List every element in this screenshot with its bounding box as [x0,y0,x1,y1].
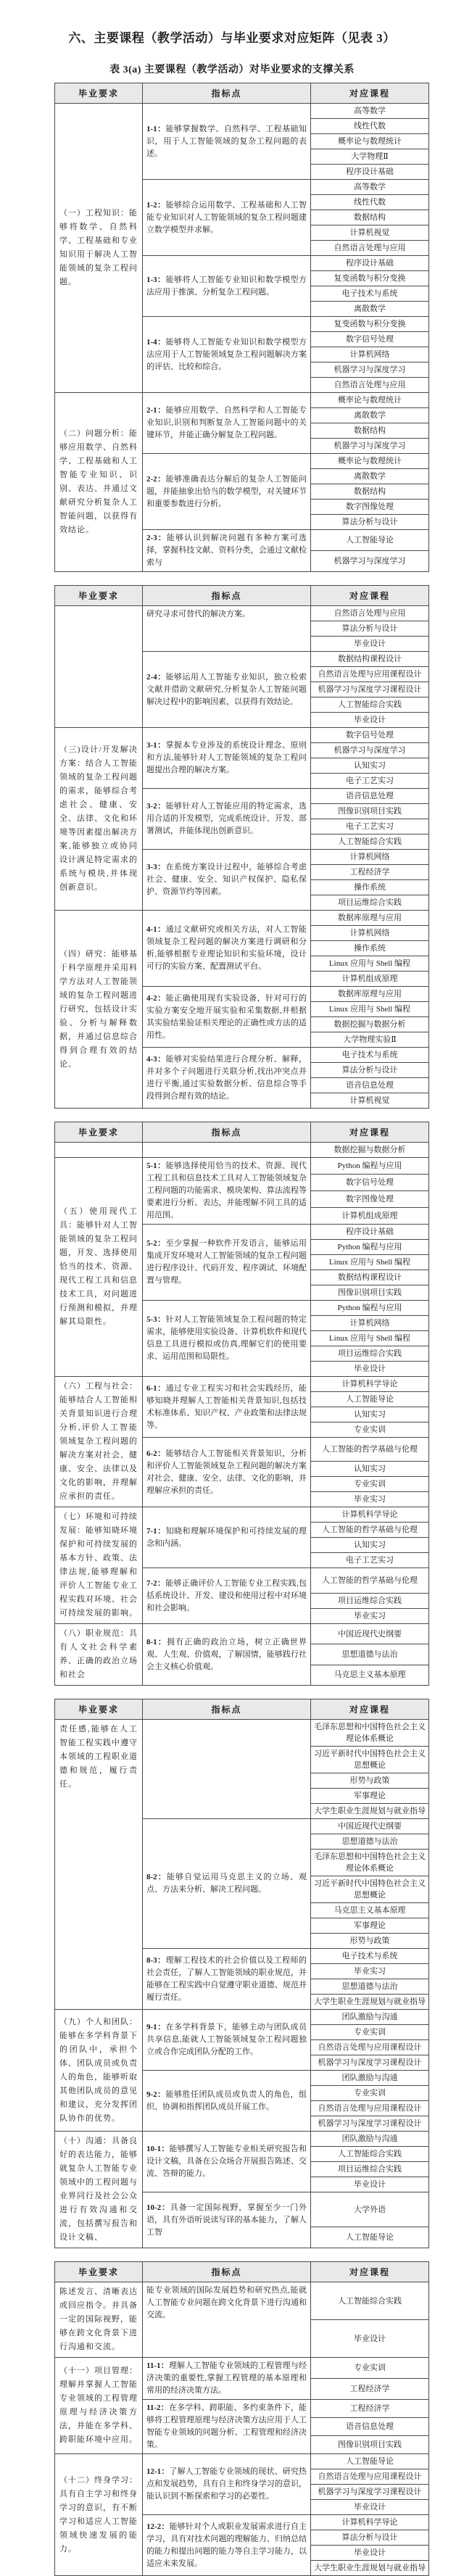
course-cell: 毕业设计 [311,2546,429,2561]
course-cell: 语音信息处理 [311,789,429,804]
course-cell: 计算机视觉 [311,225,429,241]
course-cell: 中国近现代史纲要 [311,1624,429,1644]
requirement-cell: （一）工程知识：能够将数学、自然科学、工程基础和专业知识用于解决人工智能领域的复杂工程问题。 [55,104,143,393]
course-cell: 概率论与数理统计 [311,393,429,408]
course-cell: 数字信号处理 [311,1175,429,1191]
requirement-cell: （五）使用现代工具：能够针对人工智能领域的复杂工程问题，开发、选择使用恰当的技术、资源、现代工程工具和信息技术工具，对问题进行预测和模拟，并理解其局限性。 [55,1158,143,1377]
indicator-cell: 12-2：能够针对个人或职业发展需求进行自主学习，具有对技术问题的理解能力、归纳总结的能力和提出问题的能力等自主学习能力，以适应未来发展。 [143,2515,311,2576]
indicator-cell: 4-1：通过文献研究或相关方法，对人工智能领域复杂工程问题的解决方案进行调研和分析,能够根据专业理论知识和实验环境，设计可行的实验方案、配置测试平台。 [143,911,311,987]
column-header: 对应课程 [311,83,429,104]
course-cell: 数据结构 [311,484,429,500]
requirement-cell: （四）研究：能够基于科学原理并采用科学方法对人工智能领域的复杂工程问题进行研究，包括设计实验、分析与解释数据，并通过信息综合得到合理有效的结论。 [55,911,143,1109]
course-cell: 人工智能的哲学基础与伦理 [311,1568,429,1594]
matrix-table-1 [54,83,429,572]
course-cell: 数据库原理与应用 [311,987,429,1002]
course-cell: 概率论与数理统计 [311,454,429,469]
page-title: 六、主要课程（教学活动）与毕业要求对应矩阵（见表 3） [68,31,396,45]
course-cell: 项目运维综合实践 [311,1346,429,1362]
course-cell: Python 编程与应用 [311,1240,429,1255]
indicator-cell [143,1143,311,1158]
indicator-cell: 6-1：通过专业工程实习和社会实践经历，能够知晓并理解人工智能相关背景知识,包括技术标准体系、知识产权、产业政策和法律法规等。 [143,1377,311,1438]
indicator-cell: 9-1：在多学科背景下，能够主动与团队成员共享信息,能就人工智能领域复杂工程问题独立或合作完成团队分配的工作。 [143,2010,311,2071]
course-cell: Linux 应用与 Shell 编程 [311,1255,429,1270]
course-cell: 专业实训 [311,1477,429,1492]
requirement-cell: （十二）终身学习：具有自主学习和终身学习的意识，有不断学习和适应人工智能领域快速发展的能力。 [55,2454,143,2576]
indicator-cell: 2-4：能够运用人工智能专业知识，独立检索文献并借助文献研究,分析复杂人工智能问题解决过程中的影响因素，以获得有效结论。 [143,652,311,728]
course-cell: 语音信息处理 [311,1078,429,1093]
table-header-row [55,2262,429,2282]
requirement-cell: （十一）项目管理：理解并掌握人工智能专业领域的工程管理原理与经济决策方法，并能在多学科、跨职能环境中应用。 [55,2358,143,2454]
course-cell: 程序设计基础 [311,165,429,180]
course-cell: 大学生职业生涯规划与就业指导 [311,1804,429,1819]
course-cell: 电子工艺实习 [311,819,429,834]
course-cell: 复变函数与积分变换 [311,271,429,286]
table-row [55,2282,429,2320]
course-cell: 军事理论 [311,1918,429,1934]
course-cell: 中国近现代史纲要 [311,1819,429,1834]
course-cell: 操作系统 [311,941,429,956]
course-cell: 认知实习 [311,1538,429,1553]
indicator-cell: 1-4：能够将人工智能专业知识和数学模型方法应用于人工智能领域复杂工程问题解决方案的评估、比较和综合。 [143,317,311,393]
course-cell: 计算机组成原理 [311,972,429,987]
course-cell: 数据结构 [311,423,429,439]
requirement-cell: （六）工程与社会：能够结合人工智能相关背景知识进行合理分析,评价人工智能领域复杂工程问题的解决方案对社会、健康、安全、法律以及文化的影响，并理解应承担的责任。 [55,1377,143,1507]
table-header-row [55,586,429,606]
course-cell: 电子技术与系统 [311,1048,429,1063]
course-cell: 电子工艺实习 [311,774,429,789]
course-cell: 人工智能综合实践 [311,2282,429,2320]
indicator-cell: 3-1：掌握本专业涉及的系统设计理念、原则和方法,能够针对人工智能领域的复杂工程问题提出合理的解决方案。 [143,728,311,789]
column-header: 毕业要求 [55,1699,143,1720]
requirement-cell [55,606,143,728]
course-cell: 高等数学 [311,180,429,195]
course-cell: 专业实训 [311,2025,429,2040]
course-cell: 毕业设计 [311,637,429,652]
course-cell: 自然语言处理与应用 [311,378,429,393]
course-cell: 计算机网络 [311,1316,429,1331]
column-header: 指标点 [143,1699,311,1720]
course-cell: 马克思主义基本原理 [311,1903,429,1918]
indicator-cell: 1-2：能够综合运用数学、工程基础和人工智能专业知识对人工智能领域的复杂工程问题建立数学模型并求解。 [143,180,311,256]
course-cell: 自然语言处理与应用课程设计 [311,667,429,682]
course-cell: 自然语言处理与应用课程设计 [311,2101,429,2116]
course-cell: 项目运维综合实践 [311,895,429,911]
table-row [55,728,429,743]
indicator-cell [143,1720,311,1819]
requirement-cell: （十）沟通：具备良好的表达能力，能够就复杂人工智能专业领域中的工程问题与业界同行及社会公众进行有效沟通和交流，包括撰写报告和设计文稿、 [55,2132,143,2248]
course-cell: 思想道德与法治 [311,1979,429,1995]
indicator-cell: 10-2：具备一定国际视野，掌握至少一门外语，具有外语听说读写译的基本能力，了解人工智 [143,2192,311,2248]
indicator-cell: 9-2：能够胜任团队成员或负责人的角色，组织、协调和指挥团队成员开展工作。 [143,2071,311,2132]
course-cell: 机器学习与深度学习 [311,551,429,572]
course-cell: 数据挖掘与数据分析 [311,1017,429,1032]
indicator-cell: 8-3：理解工程技术的社会价值以及工程师的社会责任，了解人工智能领域的职业规范，并能够在工程实践中自觉遵守职业道德、规范并履行责任。 [143,1949,311,2010]
course-cell: 机器学习与深度学习 [311,439,429,454]
course-cell: 认知实习 [311,1407,429,1422]
table-header-row [55,1699,429,1720]
course-cell: 数据结构课程设计 [311,1270,429,1285]
column-header: 毕业要求 [55,2262,143,2282]
course-cell: 计算机网络 [311,347,429,363]
course-cell: 机器学习与深度学习课程设计 [311,682,429,697]
course-cell: Linux 应用与 Shell 编程 [311,1331,429,1346]
course-cell: 数据结构课程设计 [311,652,429,667]
course-cell: 数字图像处理 [311,500,429,515]
column-header: 指标点 [143,586,311,606]
column-header: 毕业要求 [55,83,143,104]
indicator-cell: 3-2：能够针对人工智能应用的特定需求，选用合适的开发模型，完成系统设计、开发、部署测试，并能体现出创新意识。 [143,789,311,850]
course-cell: 大学生职业生涯规划与就业指导 [311,2561,429,2576]
indicator-cell: 2-1：能够应用数学、自然科学和人工智能专业知识,识别和判断复杂人工智能问题中的关键环节，并能正确分解复杂工程问题。 [143,393,311,454]
course-cell: 大学外语 [311,2192,429,2227]
course-cell: 认知实习 [311,758,429,774]
indicator-cell: 7-1：知晓和理解环境保护和可持续发展的理念和内涵。 [143,1507,311,1568]
course-cell: 电子工艺实习 [311,1553,429,1568]
course-cell: 计算机网络 [311,850,429,865]
indicator-cell: 5-3：针对人工智能领域复杂工程问题的特定需求，能够使用实验设备、计算机软件和现代信息工具进行模拟或仿真,理解它们的使用要求、运用范围和局限性。 [143,1301,311,1377]
requirement-cell: 陈述发言、清晰表达或回应指令。并具备一定的国际视野，能够在跨文化背景下进行沟通和交流。 [55,2282,143,2358]
column-header: 指标点 [143,1122,311,1143]
requirement-cell: （九）个人和团队：能够在多学科背景下的团队中，承担个体、团队成员或负责人的角色，能够听取其他团队成员的意见和建议，充分发挥团队协作的优势。 [55,2010,143,2132]
course-cell: 图像识别项目实践 [311,1285,429,1301]
table-row [55,1624,429,1644]
course-cell: 数字信号处理 [311,332,429,347]
matrix-table-3 [54,1122,429,1686]
table-row [55,1507,429,1523]
indicator-cell: 8-2：能够自觉运用马克思主义的立场、观点、方法来分析、解决工程问题。 [143,1819,311,1949]
course-cell: 计算机科学导论 [311,1377,429,1392]
course-cell: 团队激励与沟通 [311,2132,429,2147]
course-cell: 离散数学 [311,408,429,423]
table-row [55,911,429,926]
course-cell: 毛泽东思想和中国特色社会主义理论体系概论 [311,1720,429,1747]
course-cell: 线性代数 [311,119,429,134]
course-cell: 大学生职业生涯规划与就业指导 [311,1995,429,2010]
course-cell: 形势与政策 [311,1773,429,1789]
course-cell: 马克思主义基本原理 [311,1665,429,1685]
matrix-table-2 [54,585,429,1109]
table-row [55,2010,429,2025]
course-cell: 数字信号处理 [311,728,429,743]
requirement-cell: 责任感,能够在人工智能工程实践中遵守本领域的工程职业道德和规范，履行责任。 [55,1720,143,2010]
course-cell: 工程经济学 [311,865,429,880]
indicator-cell: 3-3：在系统方案设计过程中，能够综合考虑社会、健康、安全、知识产权保护、隐私保护、资源节约等因素。 [143,850,311,911]
course-cell: 操作系统 [311,880,429,895]
column-header: 对应课程 [311,1122,429,1143]
course-cell: 电子技术与系统 [311,1949,429,1964]
course-cell: 毕业设计 [311,2177,429,2192]
course-cell: 高等数学 [311,104,429,119]
course-cell: 形势与政策 [311,1934,429,1949]
course-cell: 图像识别项目实践 [311,2436,429,2454]
course-cell: 人工智能导论 [311,530,429,551]
course-cell: 毕业实习 [311,1964,429,1979]
course-cell: 专业实训 [311,1422,429,1438]
indicator-cell: 6-2：能够结合人工智能相关背景知识，分析和评价人工智能领域复杂工程问题的解决方案对社会、健康、安全、法律、文化的影响，并理解应承担的责任。 [143,1438,311,1507]
course-cell: 算法分析与设计 [311,621,429,637]
column-header: 对应课程 [311,2262,429,2282]
indicator-cell: 11-1：理解人工智能专业领域的工程管理与经济决策的重要性,掌握工程管理的基本原理和常用的经济决策方法。 [143,2358,311,2400]
course-cell: 电子技术与系统 [311,286,429,302]
course-cell: 专业实训 [311,2358,429,2379]
table-row [55,393,429,408]
course-cell: 程序设计基础 [311,256,429,271]
course-cell: 思想道德与法治 [311,1834,429,1850]
course-cell: 自然语言处理与应用课程设计 [311,2040,429,2055]
column-header: 毕业要求 [55,586,143,606]
matrix-table-4 [54,1699,429,2248]
requirement-cell: （八）职业规范：具有人文社会科学素养、正确的政治立场和社会 [55,1624,143,1686]
course-cell: 人工智能综合实践 [311,834,429,850]
course-cell: 认知实习 [311,1462,429,1477]
course-cell: 毕业设计 [311,1362,429,1377]
table-row [55,1143,429,1158]
course-cell: 人工智能导论 [311,1392,429,1407]
indicator-cell: 4-3：能够对实验结果进行合理分析、解释，并对多个子问题进行关联分析,找出冲突点并进行平衡,通过实验数据分析、信息综合等手段得到合理有效的结论。 [143,1048,311,1109]
table-row [55,1377,429,1392]
table-caption: 表 3(a) 主要课程（教学活动）对毕业要求的支撑关系 [109,65,355,75]
course-cell: 数据结构 [311,210,429,225]
table-row [55,2132,429,2147]
course-cell: 机器学习与深度学习 [311,743,429,758]
indicator-cell: 11-2：在多学科、跨职能、多约束条件下，能够将工程管理原理与经济决策方法应用于人工智能专业领域的问题分析、工程管理和经济决策。 [143,2400,311,2454]
table-sections [0,83,464,2576]
course-cell: 毕业设计 [311,713,429,728]
course-cell: 机器学习与深度学习课程设计 [311,2116,429,2132]
course-cell: 大学物理Ⅱ [311,149,429,165]
column-header: 对应课程 [311,1699,429,1720]
course-cell: 人工智能综合实践 [311,697,429,713]
course-cell: 图像识别项目实践 [311,804,429,819]
column-header: 对应课程 [311,586,429,606]
course-cell: 毕业设计 [311,2320,429,2358]
course-cell: 自然语言处理与应用 [311,606,429,621]
course-cell: 自然语言处理与应用 [311,241,429,256]
course-cell: 自然语言处理与应用课程设计 [311,2469,429,2485]
course-cell: 计算机组成原理 [311,1208,429,1225]
indicator-cell: 2-3：能够认识到解决问题有多种方案可选择，掌握科技文献、资料分类，会通过文献检索与 [143,530,311,572]
course-cell: 数字图像处理 [311,1191,429,1208]
course-cell: 专业实训 [311,2086,429,2101]
course-cell: 团队激励与沟通 [311,2010,429,2025]
table-row [55,104,429,119]
course-cell: 数据库原理与应用 [311,911,429,926]
course-cell: 计算机网络 [311,926,429,941]
course-cell: 复变函数与积分变换 [311,317,429,332]
course-cell: 算法分析与设计 [311,2530,429,2546]
table-row [55,2454,429,2469]
indicator-cell: 2-2：能够准确表达分解后的复杂人工智能问题，并能抽象出恰当的数学模型，对关键环节和重要参数进行分析。 [143,454,311,530]
indicator-cell: 能专业领域的国际发展趋势和研究热点,能就人工智能专业问题在跨文化背景下进行沟通和交流。 [143,2282,311,2358]
course-cell: 人工智能的哲学基础与伦理 [311,1523,429,1538]
requirement-cell: （二）问题分析：能够应用数学、自然科学、工程基础和人工智能专业知识、识别、表达、并通过文献研究分析复杂人工智能问题，以获得有效结论。 [55,393,143,572]
indicator-cell: 研究寻求可替代的解决方案。 [143,606,311,652]
course-cell: 毛泽东思想和中国特色社会主义理论体系概论 [311,1850,429,1876]
course-cell: 机器学习与深度学习课程设计 [311,2485,429,2500]
indicator-cell: 1-1：能够掌握数学、自然科学、工程基础知识，用于人工智能领域的复杂工程问题的表述。 [143,104,311,180]
course-cell: 工程经济学 [311,2379,429,2400]
course-cell: 大学物理实验Ⅱ [311,1032,429,1048]
course-cell: 算法分析与设计 [311,515,429,530]
course-cell: 离散数学 [311,469,429,484]
course-cell: 机器学习与深度学习课程设计 [311,2055,429,2071]
table-row [55,2358,429,2379]
course-cell: 人工智能导论 [311,2454,429,2469]
indicator-cell: 12-1：了解人工智能专业领域的现状、研究热点和发展趋势，具有自主和终身学习的意识，能认识到不断探索和学习的必要性。 [143,2454,311,2515]
course-cell: 计算机视觉 [311,1093,429,1109]
indicator-cell: 5-2：至少掌握一种软件开发语言，能够运用集成开发环境对人工智能领域的复杂工程问题进行程序设计、代码开发、程序调试、环境配置与管理。 [143,1225,311,1301]
indicator-cell: 8-1：拥有正确的政治立场，树立正确世界观、人生观、价值观，了解国情，能够践行社会主义核心价值观。 [143,1624,311,1686]
course-cell: 离散数学 [311,302,429,317]
table-row [55,1720,429,1747]
course-cell: 人工智能导论 [311,2227,429,2248]
course-cell: 工程经济学 [311,2400,429,2418]
matrix-table-5 [54,2261,429,2576]
course-cell: Linux 应用与 Shell 编程 [311,1002,429,1017]
column-header: 毕业要求 [55,1122,143,1143]
indicator-cell: 4-2：能正确使用现有实验设备，针对可行的实验方案安全地开展实验和采集数据,并根据其实验结果验证相关理论的正确性或方法的适用性。 [143,987,311,1048]
course-cell: 项目运维综合实践 [311,1594,429,1609]
course-cell: 毕业设计 [311,2500,429,2515]
course-cell: Python 编程与应用 [311,1158,429,1175]
course-cell: 思想道德与法治 [311,1644,429,1665]
table-header-row [55,83,429,104]
course-cell: 算法分析与设计 [311,1063,429,1078]
course-cell: 程序设计基础 [311,1225,429,1240]
indicator-cell: 10-1：能够撰写人工智能专业相关研究报告和设计文稿，具备在公众场合开展报告陈述、交流、答辩的能力。 [143,2132,311,2192]
course-cell: Linux 应用与 Shell 编程 [311,956,429,972]
column-header: 指标点 [143,83,311,104]
course-cell: 毕业实习 [311,1492,429,1507]
course-cell: Python 编程与应用 [311,1301,429,1316]
course-cell: 概率论与数理统计 [311,134,429,149]
requirement-cell [55,1143,143,1158]
course-cell: 数据挖掘与数据分析 [311,1143,429,1158]
course-cell: 线性代数 [311,195,429,210]
course-cell: 机器学习与深度学习 [311,363,429,378]
table-row [55,606,429,621]
course-cell: 习近平新时代中国特色社会主义思想概论 [311,1747,429,1773]
column-header: 指标点 [143,2262,311,2282]
course-cell: 语音信息处理 [311,2418,429,2436]
indicator-cell: 1-3：能够将人工智能专业知识和数学模型方法应用于推演、分析复杂工程问题。 [143,256,311,317]
course-cell: 项目运维综合实践 [311,2162,429,2177]
course-cell: 军事理论 [311,1789,429,1804]
course-cell: 习近平新时代中国特色社会主义思想概论 [311,1876,429,1903]
table-row [55,1158,429,1175]
course-cell: 计算机科学导论 [311,1507,429,1523]
course-cell: 人工智能的哲学基础与伦理 [311,1438,429,1462]
indicator-cell: 7-2：能够正确评价人工智能专业工程实践,包括系统设计、开发、建设和使用过程中对环境和社会影响。 [143,1568,311,1624]
indicator-cell: 5-1：能够选择使用恰当的技术、资源、现代工程工具和信息技术工具对人工智能领域复杂工程问题的功能需求、模块架构、算法流程等要素进行分析、表达，并能理解不同工具的适用范围。 [143,1158,311,1225]
course-cell: 毕业实习 [311,1609,429,1624]
requirement-cell: （七）环境和可持续发展：能够知晓环境保护和可持续发展的基本方针、政策、法律法规,能够理解和评价人工智能专业工程实践对环境、社会可持续发展的影响。 [55,1507,143,1624]
table-header-row [55,1122,429,1143]
requirement-cell: （三)设计/开发解决方案：结合人工智能领域的复杂工程问题的需求，能够综合考虑社会、健康、安全、法律、文化和环境等因素提出解决方案,能够独立或协同设计满足特定需求的系统与模块,并体现创新意识。 [55,728,143,911]
course-cell: 团队激励与沟通 [311,2071,429,2086]
course-cell: 计算机科学导论 [311,2515,429,2530]
course-cell: 人工智能综合实践 [311,2147,429,2162]
